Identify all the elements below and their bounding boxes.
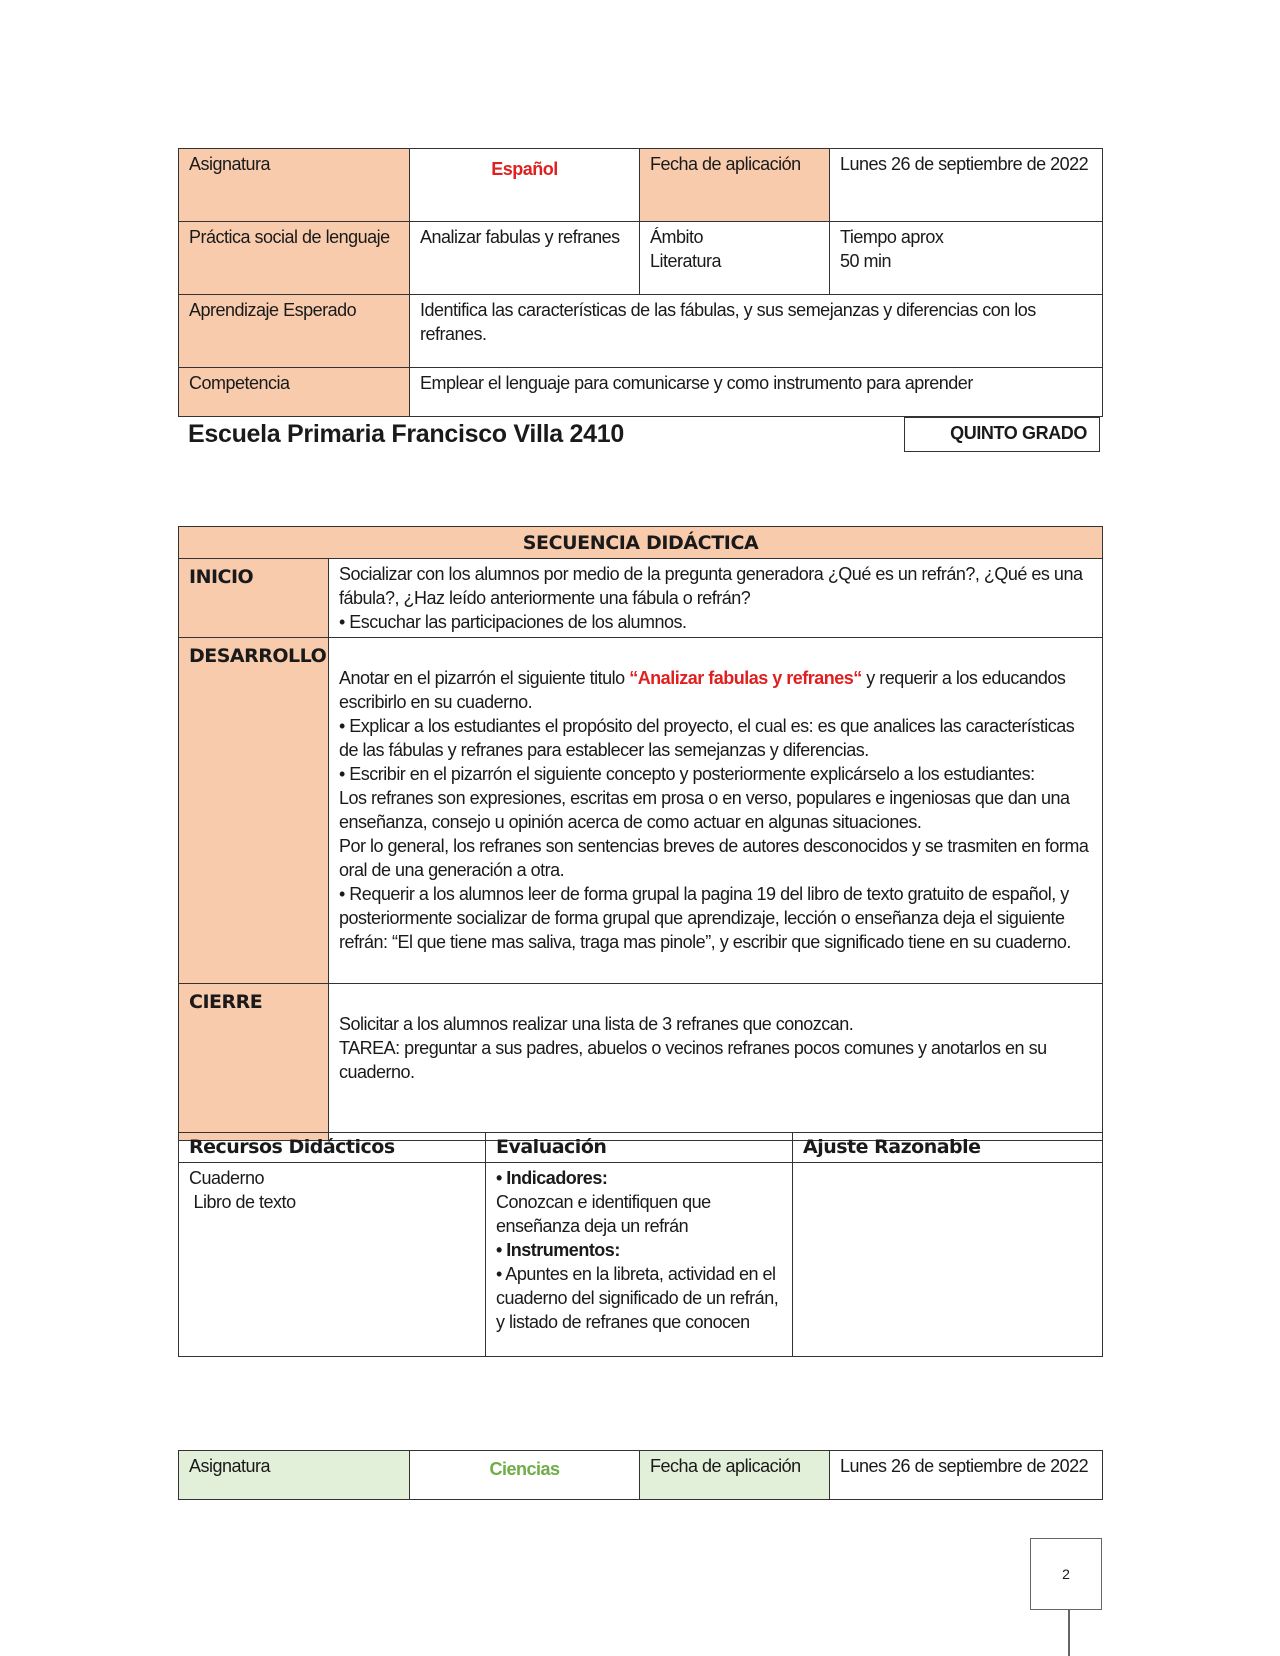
indicadores-label: • Indicadores: [496, 1168, 608, 1188]
ambito-value: Literatura [650, 251, 722, 271]
next-fecha-value: Lunes 26 de septiembre de 2022 [830, 1451, 1103, 1500]
desarrollo-intro-before: Anotar en el pizarrón el siguiente titulo [339, 668, 630, 688]
next-asignatura-value: Ciencias [410, 1451, 640, 1500]
sequence-table [178, 526, 1103, 1141]
next-fecha-label: Fecha de aplicación [640, 1451, 830, 1500]
recursos-item: Cuaderno [189, 1168, 265, 1188]
desarrollo-title-highlight: “Analizar fabulas y refranes“ [629, 668, 862, 688]
indicadores-text: Conozcan e identifiquen que enseñanza deja un refrán [496, 1192, 711, 1236]
resources-table [178, 1132, 1103, 1357]
ajuste-header: Ajuste Razonable [793, 1133, 1103, 1163]
desarrollo-line: Los refranes son expresiones, escritas em prosa o en verso, populares e ingeniosas que dan una enseñanza, consejo u opinión acerca de como actuar en algunas situaciones. [339, 788, 1070, 832]
header-table [178, 148, 1103, 417]
next-subject-table [178, 1450, 1103, 1500]
evaluacion-content [486, 1163, 793, 1357]
desarrollo-line: • Escribir en el pizarrón el siguiente concepto y posteriormente explicárselo a los estudiantes: [339, 764, 1035, 784]
instrumentos-label: • Instrumentos: [496, 1240, 620, 1260]
school-name: Escuela Primaria Francisco Villa 2410 [188, 420, 624, 448]
fecha-value: Lunes 26 de septiembre de 2022 [830, 149, 1103, 222]
recursos-header: Recursos Didácticos [179, 1133, 486, 1163]
ajuste-content [793, 1163, 1103, 1357]
ambito-cell [640, 222, 830, 295]
competencia-label: Competencia [179, 368, 410, 417]
recursos-item: Libro de texto [189, 1192, 296, 1212]
desarrollo-content [329, 638, 1103, 984]
tiempo-label: Tiempo aprox [840, 227, 944, 247]
desarrollo-label: DESARROLLO [179, 638, 329, 984]
asignatura-value: Español [410, 149, 640, 222]
desarrollo-intro-after: y requerir a los educandos escribirlo en su cuaderno. [339, 668, 1066, 712]
instrumentos-text: • Apuntes en la libreta, actividad en el cuaderno del significado de un refrán, y listado de refranes que conocen [496, 1264, 779, 1332]
practica-label: Práctica social de lenguaje [179, 222, 410, 295]
next-asignatura-label: Asignatura [179, 1451, 410, 1500]
practica-value: Analizar fabulas y refranes [410, 222, 640, 295]
cierre-line: Solicitar a los alumnos realizar una lista de 3 refranes que conozcan. [339, 1014, 854, 1034]
cierre-line: TAREA: preguntar a sus padres, abuelos o vecinos refranes pocos comunes y anotarlos en su cuaderno. [339, 1038, 1047, 1082]
evaluacion-header: Evaluación [486, 1133, 793, 1163]
tiempo-cell [830, 222, 1103, 295]
recursos-content [179, 1163, 486, 1357]
cierre-content [329, 984, 1103, 1141]
aprendizaje-value: Identifica las características de las fábulas, y sus semejanzas y diferencias con los refranes. [410, 295, 1103, 368]
inicio-line: • Escuchar las participaciones de los alumnos. [339, 612, 687, 632]
tiempo-value: 50 min [840, 251, 892, 271]
asignatura-label: Asignatura [179, 149, 410, 222]
cierre-label: CIERRE [179, 984, 329, 1141]
page-number: 2 [1030, 1538, 1102, 1610]
inicio-content [329, 559, 1103, 638]
aprendizaje-label: Aprendizaje Esperado [179, 295, 410, 368]
desarrollo-line: Por lo general, los refranes son sentencias breves de autores desconocidos y se trasmiten en forma oral de una generación a otra. [339, 836, 1089, 880]
grade-box: QUINTO GRADO [904, 417, 1100, 452]
competencia-value: Emplear el lenguaje para comunicarse y como instrumento para aprender [410, 368, 1103, 417]
page-number-connector [1068, 1610, 1070, 1656]
desarrollo-intro [339, 666, 1092, 714]
fecha-label: Fecha de aplicación [640, 149, 830, 222]
sequence-title: SECUENCIA DIDÁCTICA [179, 527, 1103, 559]
inicio-line: Socializar con los alumnos por medio de la pregunta generadora ¿Qué es un refrán?, ¿Qué es una fábula?, ¿Haz leído anteriormente una fábula o refrán? [339, 564, 1083, 608]
inicio-label: INICIO [179, 559, 329, 638]
ambito-label: Ámbito [650, 227, 704, 247]
desarrollo-line: • Requerir a los alumnos leer de forma grupal la pagina 19 del libro de texto gratuito de español, y posteriormente socializar de forma grupal que aprendizaje, lección o enseñanza deja el siguiente refrán: “El que tiene mas saliva, traga mas pinole”, y escribir que significado tiene en su cuaderno. [339, 884, 1071, 952]
desarrollo-line: • Explicar a los estudiantes el propósito del proyecto, el cual es: es que analices las características de las fábulas y refranes para establecer las semejanzas y diferencias. [339, 716, 1075, 760]
